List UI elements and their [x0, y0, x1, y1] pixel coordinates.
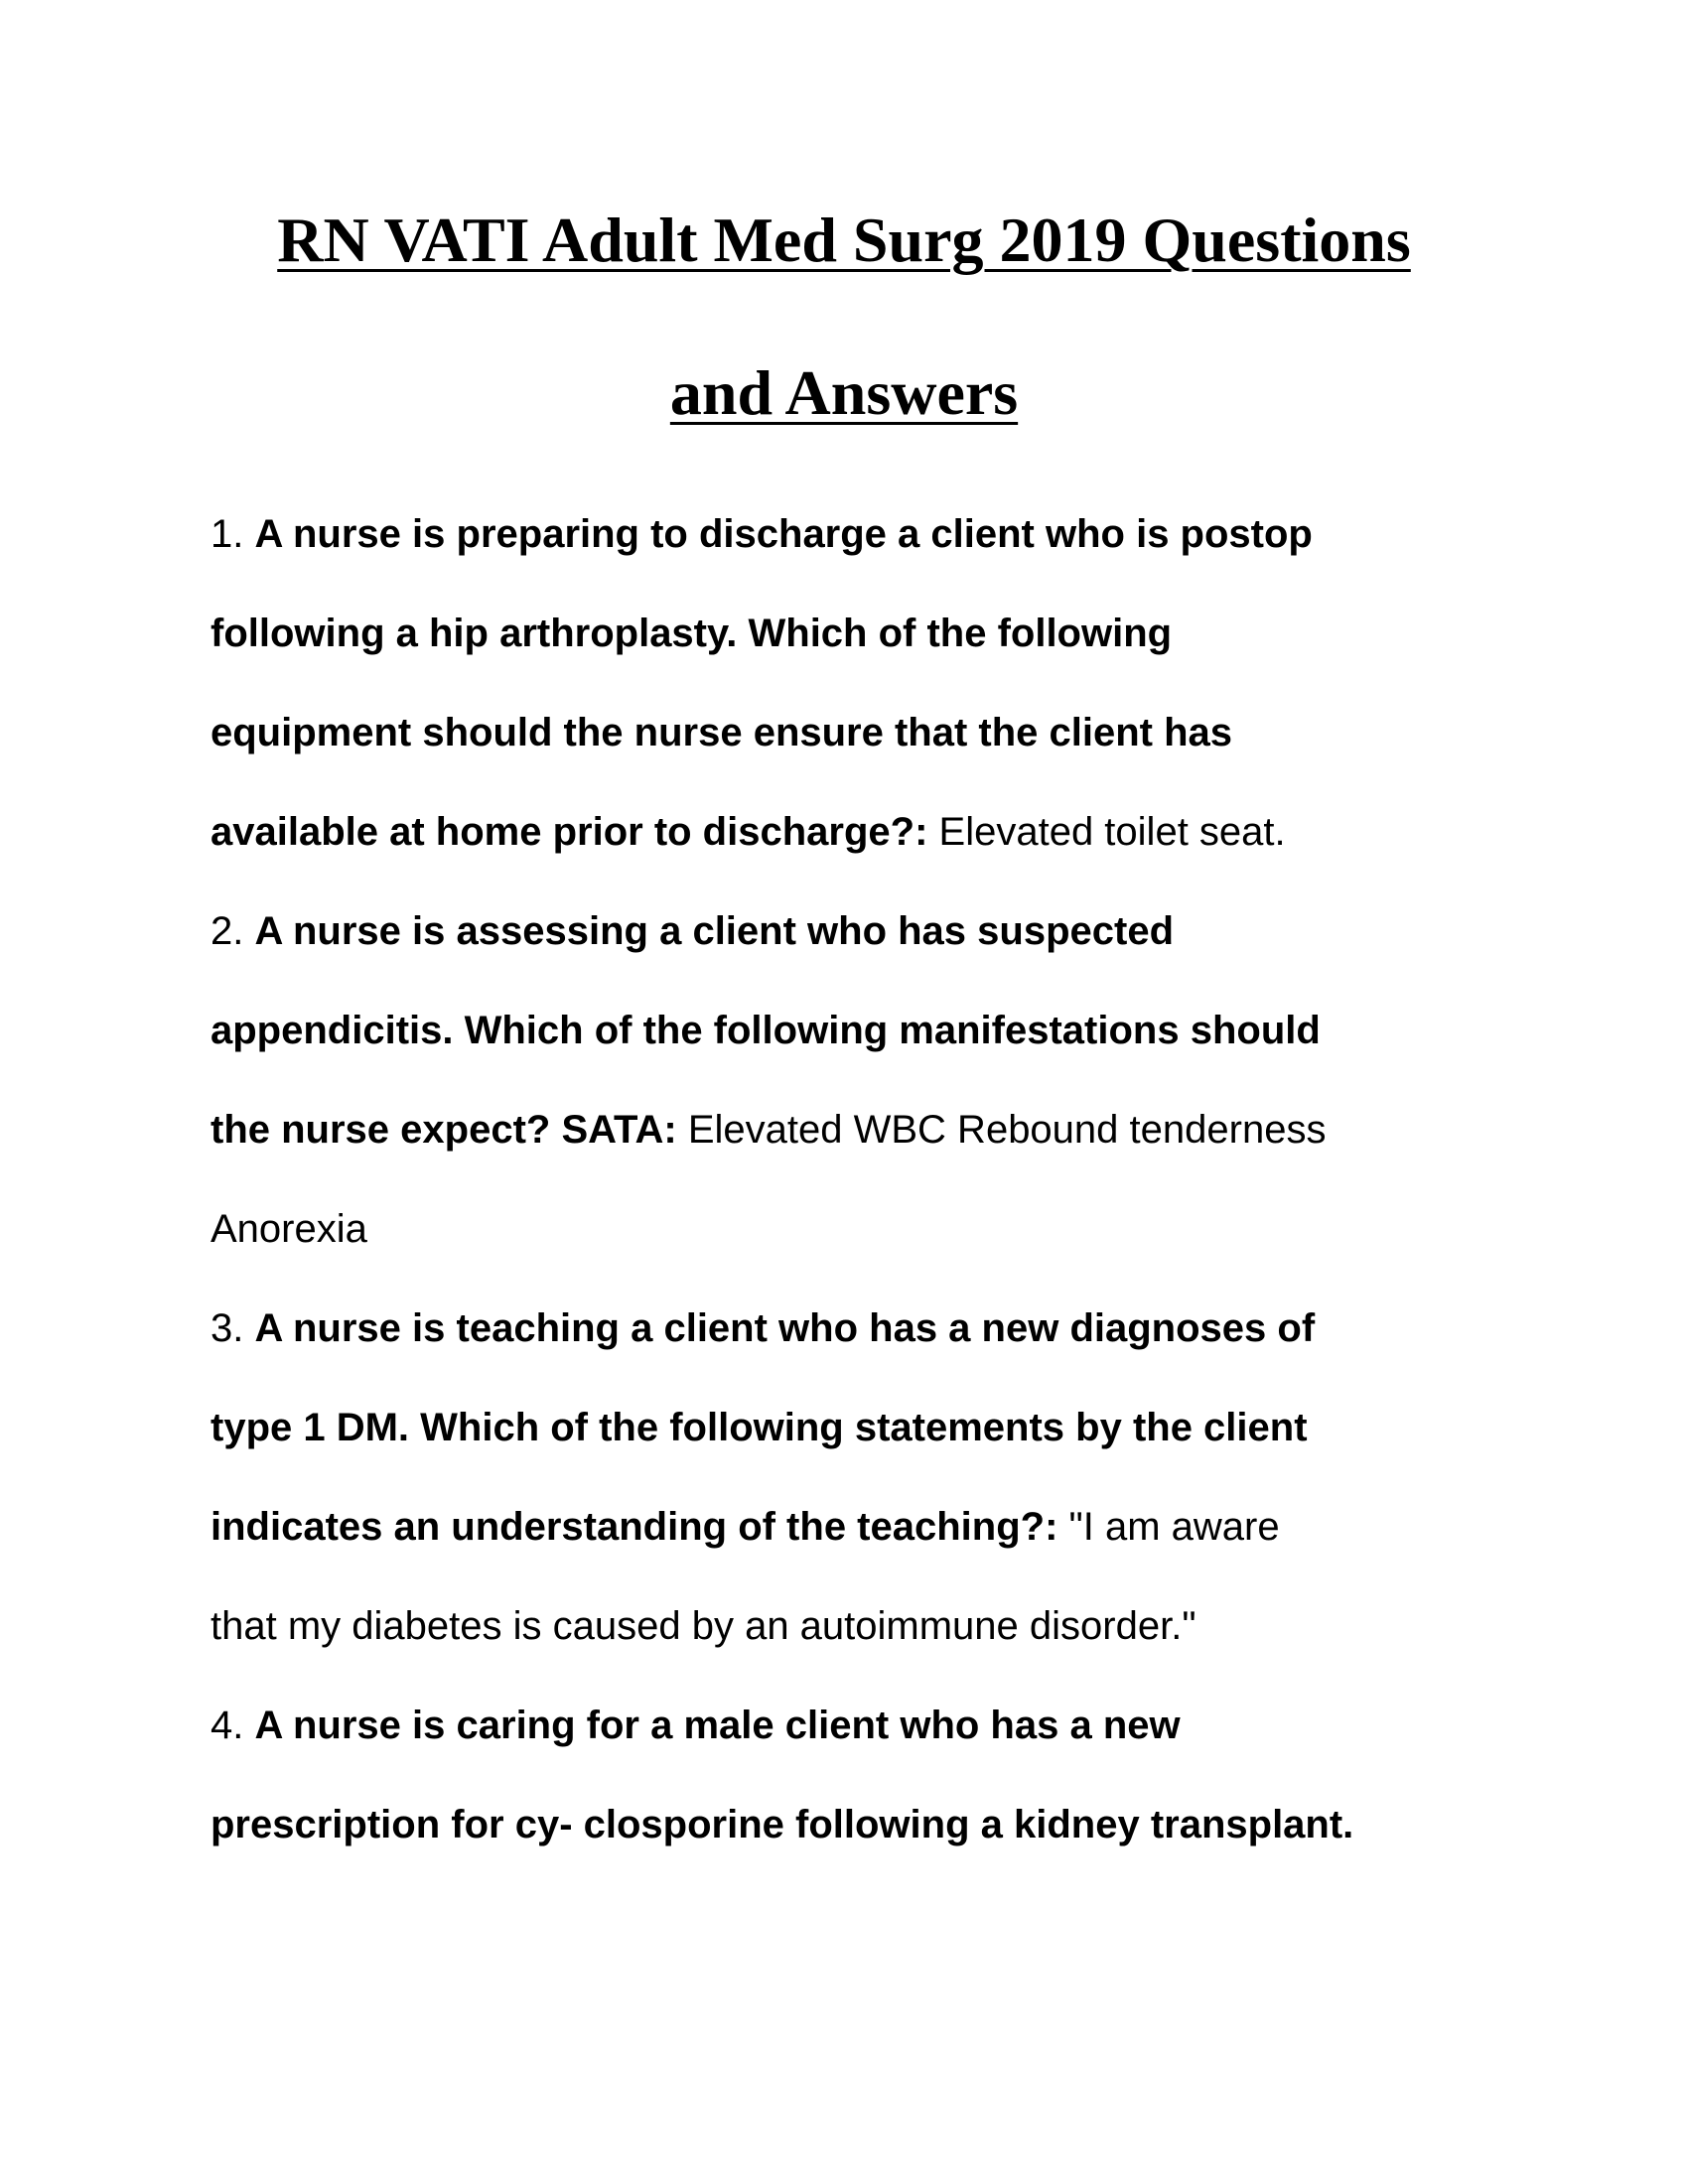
question-number: 3. — [211, 1306, 244, 1350]
question-text: A nurse is caring for a male client who has a new — [254, 1704, 1181, 1747]
question-text: equipment should the nurse ensure that the client has — [211, 711, 1233, 754]
question-3-line-4 — [211, 1606, 1196, 1646]
question-3-line-1 — [211, 1308, 1315, 1348]
answer-text: Elevated toilet seat. — [938, 810, 1286, 854]
question-text: appendicitis. Which of the following manifestations should — [211, 1009, 1321, 1052]
question-text: A nurse is preparing to discharge a client who is postop — [254, 512, 1313, 556]
answer-text: "I am aware — [1068, 1505, 1280, 1549]
question-text: type 1 DM. Which of the following statements by the client — [211, 1406, 1308, 1449]
question-text: following a hip arthroplasty. Which of the following — [211, 612, 1173, 655]
question-2-line-4 — [211, 1209, 367, 1249]
question-1-line-1 — [211, 514, 1313, 554]
answer-text: that my diabetes is caused by an autoimmune disorder." — [211, 1604, 1196, 1648]
answer-text: Anorexia — [211, 1207, 367, 1251]
question-text: the nurse expect? SATA: — [211, 1108, 677, 1152]
question-4-line-2 — [211, 1805, 1353, 1844]
question-number: 2. — [211, 909, 244, 953]
question-1-line-4 — [211, 812, 1286, 852]
question-1-line-2 — [211, 614, 1172, 653]
question-1-line-3 — [211, 713, 1232, 752]
question-4-line-1 — [211, 1706, 1181, 1745]
question-text: A nurse is teaching a client who has a new diagnoses of — [254, 1306, 1316, 1350]
question-number: 4. — [211, 1704, 244, 1747]
question-2-line-3 — [211, 1110, 1326, 1150]
answer-text: Elevated WBC Rebound tenderness — [687, 1108, 1327, 1152]
document-title-line-2: and Answers — [669, 357, 1019, 428]
question-3-line-2 — [211, 1408, 1308, 1447]
question-text: prescription for cy- closporine following a kidney transplant. — [211, 1803, 1354, 1846]
question-3-line-3 — [211, 1507, 1280, 1547]
document-title-line-1: RN VATI Adult Med Surg 2019 Questions — [277, 205, 1411, 275]
question-2-line-2 — [211, 1011, 1321, 1050]
question-2-line-1 — [211, 911, 1174, 951]
question-number: 1. — [211, 512, 244, 556]
question-text: indicates an understanding of the teaching?: — [211, 1505, 1058, 1549]
question-text: A nurse is assessing a client who has suspected — [254, 909, 1175, 953]
question-text: available at home prior to discharge?: — [211, 810, 928, 854]
